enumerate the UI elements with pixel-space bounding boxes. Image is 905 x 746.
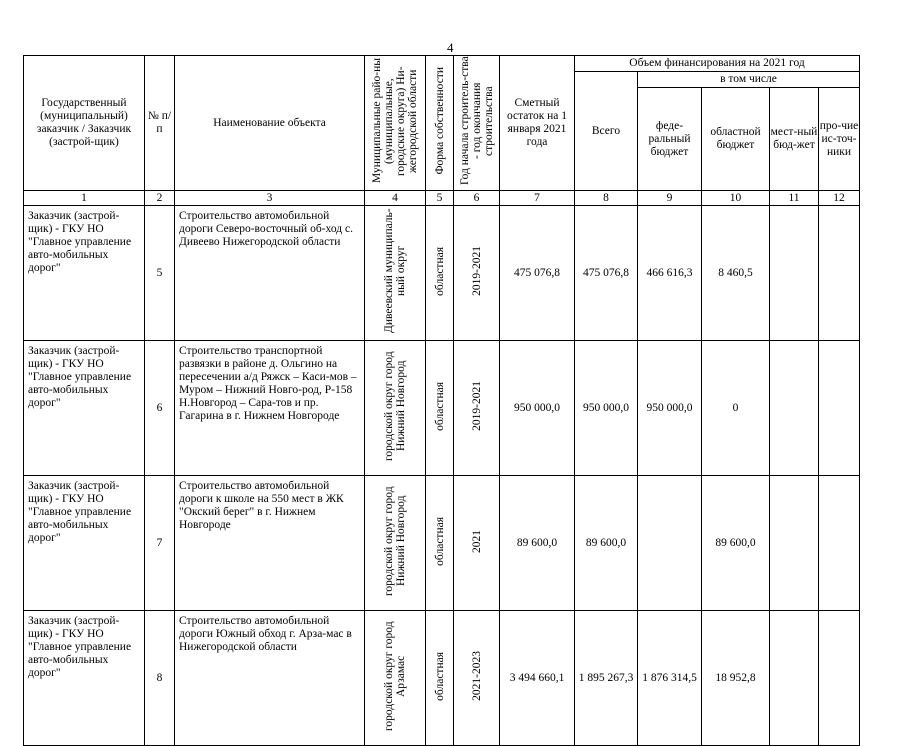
column-number: 12 (819, 191, 860, 206)
cell-local (770, 206, 819, 341)
cell-federal: 1 876 314,5 (638, 611, 702, 746)
table-row (24, 341, 860, 476)
cell-total: 1 895 267,3 (575, 611, 638, 746)
column-number: 2 (145, 191, 175, 206)
cell-other (819, 476, 860, 611)
column-number: 9 (638, 191, 702, 206)
page-number: 4 (447, 40, 454, 55)
cell-regional: 89 600,0 (702, 476, 770, 611)
cell-customer: Заказчик (застрой-щик) - ГКУ НО "Главное управление авто-мобильных дорог" (24, 611, 145, 746)
cell-num: 5 (145, 206, 175, 341)
cell-years: 2021 (454, 476, 500, 611)
column-number: 10 (702, 191, 770, 206)
cell-object: Строительство транспортной развязки в районе д. Ольгино на пересечении а/д Ряжск – Каси-мов – Муром – Нижний Новго-род, Р-158 Н.Новгород – Сара-тов и пр. Гагарина в г. Нижнем Новгороде (175, 341, 365, 476)
cell-num: 6 (145, 341, 175, 476)
cell-customer: Заказчик (застрой-щик) - ГКУ НО "Главное управление авто-мобильных дорог" (24, 341, 145, 476)
cell-ownership: областная (426, 341, 454, 476)
cell-federal: 466 616,3 (638, 206, 702, 341)
cell-local (770, 476, 819, 611)
cell-customer: Заказчик (застрой-щик) - ГКУ НО "Главное управление авто-мобильных дорог" (24, 476, 145, 611)
financing-table (23, 55, 860, 746)
cell-total: 475 076,8 (575, 206, 638, 341)
cell-municipality: городской округ город Нижний Новгород (365, 476, 426, 611)
header-estimate: Сметный остаток на 1 января 2021 года (500, 56, 575, 191)
cell-local (770, 341, 819, 476)
cell-estimate: 3 494 660,1 (500, 611, 575, 746)
cell-num: 7 (145, 476, 175, 611)
cell-estimate: 475 076,8 (500, 206, 575, 341)
table-row (24, 476, 860, 611)
cell-federal: 950 000,0 (638, 341, 702, 476)
cell-ownership: областная (426, 206, 454, 341)
cell-regional: 18 952,8 (702, 611, 770, 746)
header-including: в том числе (638, 72, 860, 88)
cell-object: Строительство автомобильной дороги Южный обход г. Арза-мас в Нижегородской области (175, 611, 365, 746)
header-other: про-чие ис-точ-ники (819, 88, 860, 191)
table-row (24, 206, 860, 341)
header-municipality: Муниципальные райо-ны (муниципальные, городские округа) Ни-жегородской области (365, 56, 426, 191)
cell-federal (638, 476, 702, 611)
cell-ownership: областная (426, 476, 454, 611)
cell-total: 950 000,0 (575, 341, 638, 476)
cell-regional: 8 460,5 (702, 206, 770, 341)
table-row (24, 611, 860, 746)
cell-customer: Заказчик (застрой-щик) - ГКУ НО "Главное управление авто-мобильных дорог" (24, 206, 145, 341)
cell-municipality: Дивеевский муниципаль-ный округ (365, 206, 426, 341)
header-ownership: Форма собственности (426, 56, 454, 191)
column-number: 11 (770, 191, 819, 206)
column-number: 1 (24, 191, 145, 206)
cell-ownership: областная (426, 611, 454, 746)
cell-other (819, 341, 860, 476)
header-local: мест-ный бюд-жет (770, 88, 819, 191)
header-years: Год начала строитель-ства - год окончания строительства (454, 56, 500, 191)
cell-years: 2019-2021 (454, 341, 500, 476)
header-total: Всего (575, 72, 638, 191)
cell-municipality: городской округ город Арзамас (365, 611, 426, 746)
column-number-row (24, 191, 860, 206)
cell-num: 8 (145, 611, 175, 746)
cell-years: 2019-2021 (454, 206, 500, 341)
column-number: 6 (454, 191, 500, 206)
cell-object: Строительство автомобильной дороги Северо-восточный об-ход с. Дивеево Нижегородской области (175, 206, 365, 341)
cell-estimate: 89 600,0 (500, 476, 575, 611)
cell-local (770, 611, 819, 746)
cell-other (819, 611, 860, 746)
header-financing: Объем финансирования на 2021 год (575, 56, 860, 72)
cell-object: Строительство автомобильной дороги к школе на 550 мест в ЖК "Окский берег" в г. Нижнем Новгороде (175, 476, 365, 611)
header-object-name: Наименование объекта (175, 56, 365, 191)
column-number: 4 (365, 191, 426, 206)
cell-total: 89 600,0 (575, 476, 638, 611)
header-regional: областной бюджет (702, 88, 770, 191)
column-number: 8 (575, 191, 638, 206)
header-federal: феде-ральный бюджет (638, 88, 702, 191)
cell-other (819, 206, 860, 341)
cell-years: 2021-2023 (454, 611, 500, 746)
header-num: № п/п (145, 56, 175, 191)
header-customer: Государственный (муниципальный) заказчик / Заказчик (застрой-щик) (24, 56, 145, 191)
cell-regional: 0 (702, 341, 770, 476)
cell-municipality: городской округ город Нижний Новгород (365, 341, 426, 476)
column-number: 5 (426, 191, 454, 206)
column-number: 7 (500, 191, 575, 206)
column-number: 3 (175, 191, 365, 206)
cell-estimate: 950 000,0 (500, 341, 575, 476)
